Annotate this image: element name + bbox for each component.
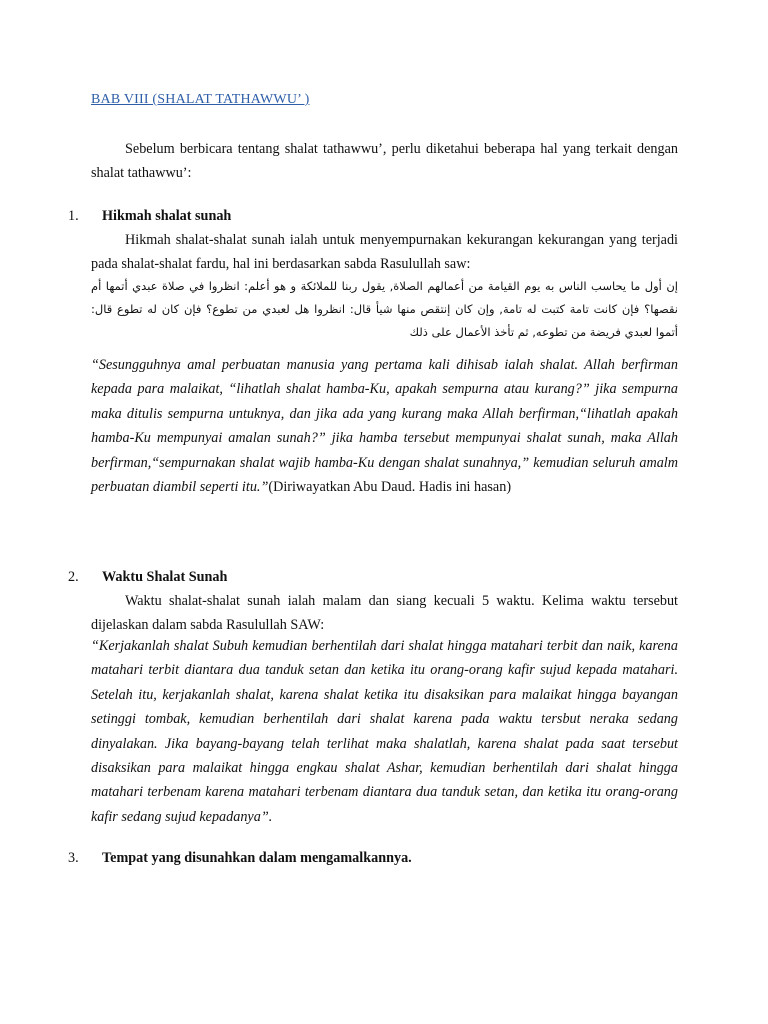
section-heading: Waktu Shalat Sunah (102, 569, 228, 585)
quote-text: “Sesungguhnya amal perbuatan manusia yang pertama kali dihisab ialah shalat. Allah berfirman kepada para malaikat, “lihatlah shalat hamba-Ku, apakah sempurna atau kurang?” jika sempurna maka ditulis sempurna untuknya, dan jika ada yang kurang maka Allah berfirman,“lihatlah apakah hamba-Ku mempunyai amalan sunah?” jika hamba tersebut mempunyai shalat sunah, maka Allah berfirman,“sempurnakan shalat wajib hamba-Ku dengan shalat sunahnya,” kemudian seluruh amalm perbuatan diambil seperti itu.” (91, 357, 678, 496)
hadith-translation-quote: “Kerjakanlah shalat Subuh kemudian berhentilah dari shalat hingga matahari terbit dan naik, karena matahari terbit diantara dua tanduk setan dan ketika itu orang-orang kafir sujud kepada matahari. Setelah itu, kerjakanlah shalat, karena shalat ketika itu disaksikan para malaikat hingga bayangan setinggi tombak, kemudian berhentilah dari shalat karena pada waktu tersbut neraka sedang dinyalakan. Jika bayang-bayang telah terlihat maka shalatlah, karena shalat pada saat tersebut disaksikan para malaikat hingga engkau shalat Ashar, kemudian berhentilah dari shalat hingga matahari terbenam karena matahari terbenam diantara dua tanduk setan, dan ketika itu orang-orang kafir sedang sujud kepadanya”. (91, 638, 678, 825)
section-number: 1. (68, 208, 79, 224)
hadith-translation-quote (91, 353, 678, 499)
quote-source: (Diriwayatkan Abu Daud. Hadis ini hasan) (268, 479, 512, 496)
section-number: 2. (68, 569, 79, 585)
section-2-heading-row (68, 565, 678, 589)
arabic-hadith-text: إن أول ما يحاسب الناس به يوم القيامة من أعمالهم الصلاة, يقول ربنا للملائكة و هو أعلم: انظروا في صلاة عبدي أتمها أم نقصها؟ فإن كانت تامة كتبت له تامة, وإن كان إنتقص منها شيأ قال: انظروا هل لعبدي من تطوع؟ فإن كان له تطوع قال: أتموا لعبدي فريضة من تطوعه, ثم تأخذ الأعمال على ذلك (91, 279, 678, 339)
section-1-heading-row (68, 204, 678, 228)
section-2-paragraph: Waktu shalat-shalat sunah ialah malam dan siang kecuali 5 waktu. Kelima waktu tersebut dijelaskan dalam sabda Rasulullah SAW: (91, 593, 678, 633)
section-number: 3. (68, 850, 79, 866)
section-3-heading-row (68, 846, 678, 870)
section-heading: Tempat yang disunahkan dalam mengamalkannya. (102, 850, 412, 866)
section-1-paragraph: Hikmah shalat-shalat sunah ialah untuk menyempurnakan kekurangan kekurangan yang terjadi pada shalat-shalat fardu, hal ini berdasarkan sabda Rasulullah saw: (91, 232, 678, 272)
intro-paragraph: Sebelum berbicara tentang shalat tathawwu’, perlu diketahui beberapa hal yang terkait dengan shalat tathawwu’: (91, 141, 678, 181)
section-heading: Hikmah shalat sunah (102, 208, 232, 224)
chapter-title: BAB VIII (SHALAT TATHAWWU’ ) (91, 92, 310, 107)
